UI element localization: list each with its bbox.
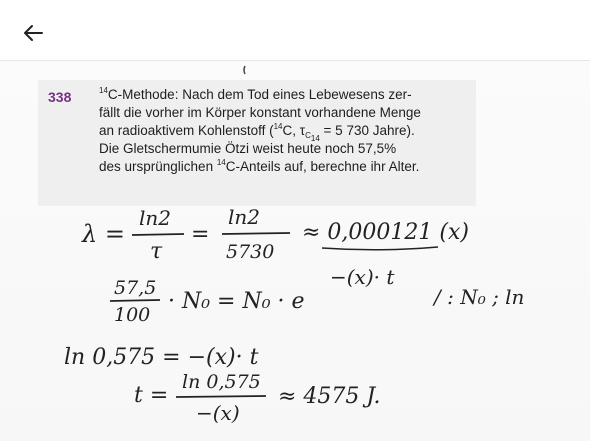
hw-tau: τ [150, 239, 163, 264]
task-number: 338 [48, 89, 72, 105]
hw-t-eq: t = [134, 383, 169, 408]
hw-underline [322, 247, 438, 250]
hw-t-den: −(x) [196, 401, 240, 425]
hw-frac-bar-3 [110, 300, 160, 301]
task-line-4: Die Gletschermumie Ötzi weist heute noch 57,5% [99, 141, 397, 156]
top-bar [0, 0, 590, 60]
hw-frac-bar-2 [222, 233, 290, 234]
hw-eq2: = [191, 222, 210, 247]
task-line-1: $^{14}$C-Methode: Nach dem Tod eines Lebewesens zer- [99, 86, 412, 102]
hw-t-num: ln 0,575 [182, 371, 261, 393]
task-line-3: an radioaktivem Kohlenstoff ($^{14}$C, $\tau_{C_{14}} = 5$ 730 Jahre). [99, 122, 415, 143]
handwritten-solution [0, 61, 590, 441]
hw-ln2-a: ln2 [139, 206, 172, 230]
task-line-2: fällt die vorher im Körper konstant vorhandene Menge [99, 105, 421, 120]
hw-n0-eq: · N₀ = N₀ · e [168, 289, 305, 314]
task-line-5: des ursprünglichen $^{14}$C-Anteils auf, berechne ihr Alter. [99, 158, 420, 174]
hw-frac-bar-1 [132, 234, 184, 235]
hw-approx-val: ≈ 0,000121 (x) [302, 220, 469, 245]
hw-t-result: ≈ 4575 J. [278, 384, 381, 409]
hw-5730: 5730 [226, 241, 275, 263]
hw-frac-num: 57,5 [114, 277, 157, 299]
hw-frac-den: 100 [114, 304, 151, 326]
hw-ln-eq: ln 0,575 = −(x)· t [64, 345, 259, 370]
hw-exponent: −(x)· t [330, 265, 395, 289]
hw-lambda-eq: λ = [82, 220, 125, 248]
hw-ln2-b: ln2 [228, 205, 261, 229]
arrow-left-icon [22, 22, 44, 44]
hw-frac-bar-4 [176, 396, 266, 397]
hw-ops: / : N₀ ; ln [434, 285, 525, 309]
back-button[interactable] [18, 18, 48, 48]
